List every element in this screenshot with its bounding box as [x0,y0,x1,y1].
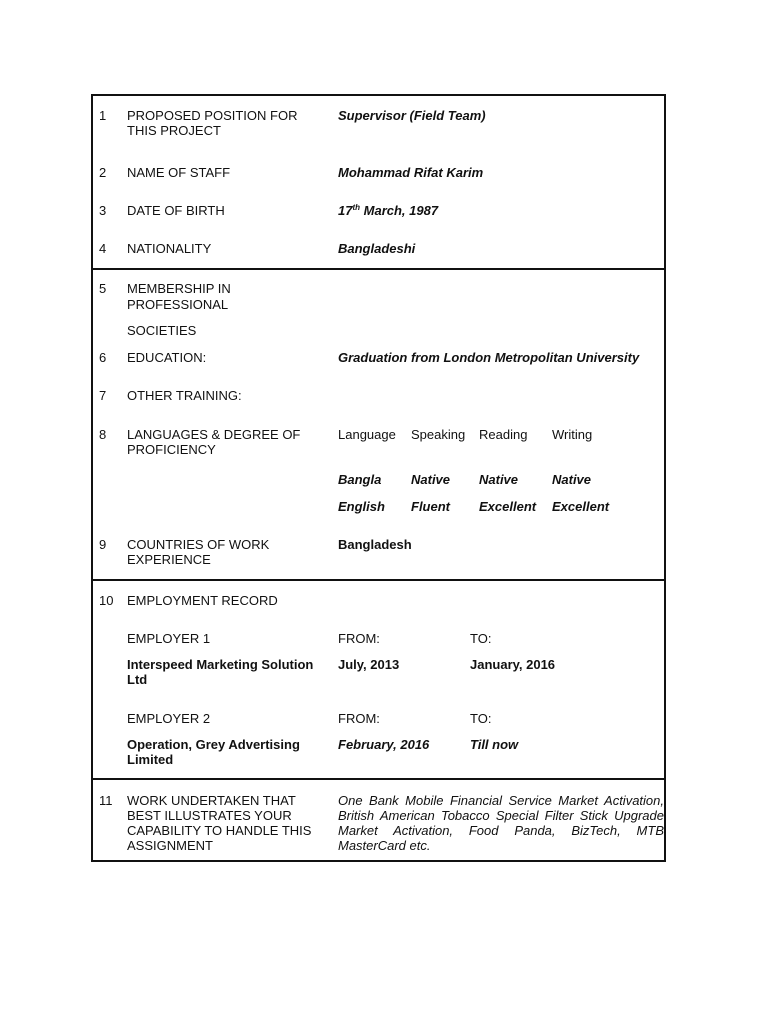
row-number: 4 [99,241,107,256]
employer-heading: EMPLOYER 1 [127,631,211,646]
work-undertaken-label: BEST ILLUSTRATES YOUR [127,808,292,823]
date-of-birth-value: 17th March, 1987 [338,203,439,218]
languages-label: LANGUAGES & DEGREE OF [127,427,301,442]
proposed-position-label: THIS PROJECT [127,123,221,138]
section-divider [93,579,664,581]
to-label: TO: [470,711,492,726]
work-undertaken-label: WORK UNDERTAKEN THAT [127,793,296,808]
other-training-label: OTHER TRAINING: [127,388,242,403]
nationality-label: NATIONALITY [127,241,212,256]
staff-name-value: Mohammad Rifat Karim [338,165,484,180]
employment-to-date: Till now [470,737,519,752]
education-label: EDUCATION: [127,350,207,365]
work-undertaken-label: ASSIGNMENT [127,838,213,853]
row-number: 2 [99,165,107,180]
employer-name: Limited [127,752,174,767]
languages-label: PROFICIENCY [127,442,216,457]
row-number: 10 [99,593,114,608]
row-number: 1 [99,108,107,123]
work-countries-value: Bangladesh [338,537,412,552]
employer-name: Ltd [127,672,148,687]
row-number: 11 [99,793,113,808]
employer-name: Operation, Grey Advertising [127,737,300,752]
row-number: 8 [99,427,107,442]
writing-level: Excellent [552,499,610,514]
section-divider [93,268,664,270]
reading-column-header: Reading [479,427,528,442]
date-of-birth-label: DATE OF BIRTH [127,203,225,218]
row-number: 7 [99,388,107,403]
staff-name-label: NAME OF STAFF [127,165,231,180]
speaking-level: Fluent [411,499,450,514]
speaking-level: Native [411,472,451,487]
writing-column-header: Writing [552,427,593,442]
work-countries-label: COUNTRIES OF WORK [127,537,270,552]
work-undertaken-value: One Bank Mobile Financial Service Market Activation, British American Tobacco Special Filter Stick Upgrade Market Activation, Food Panda, BizTech, MTB MasterCard etc. [338,793,664,853]
row-number: 6 [99,350,107,365]
employment-from-date: February, 2016 [338,737,430,752]
language-name: Bangla [338,472,382,487]
row-number: 5 [99,281,107,296]
membership-label: SOCIETIES [127,323,197,338]
employment-to-date: January, 2016 [470,657,556,672]
work-countries-label: EXPERIENCE [127,552,211,567]
row-number: 3 [99,203,107,218]
membership-label: MEMBERSHIP IN [127,281,231,296]
work-undertaken-label: CAPABILITY TO HANDLE THIS [127,823,312,838]
employment-from-date: July, 2013 [338,657,400,672]
section-divider [93,778,664,780]
reading-level: Excellent [479,499,537,514]
from-label: FROM: [338,631,380,646]
membership-label: PROFESSIONAL [127,297,229,312]
proposed-position-value: Supervisor (Field Team) [338,108,486,123]
education-value: Graduation from London Metropolitan University [338,350,640,365]
to-label: TO: [470,631,492,646]
nationality-value: Bangladeshi [338,241,416,256]
reading-level: Native [479,472,519,487]
employment-record-label: EMPLOYMENT RECORD [127,593,278,608]
cv-form-table [91,94,666,862]
speaking-column-header: Speaking [411,427,466,442]
employer-heading: EMPLOYER 2 [127,711,211,726]
writing-level: Native [552,472,592,487]
language-name: English [338,499,385,514]
from-label: FROM: [338,711,380,726]
proposed-position-label: PROPOSED POSITION FOR [127,108,298,123]
employer-name: Interspeed Marketing Solution [127,657,314,672]
row-number: 9 [99,537,107,552]
language-column-header: Language [338,427,396,442]
